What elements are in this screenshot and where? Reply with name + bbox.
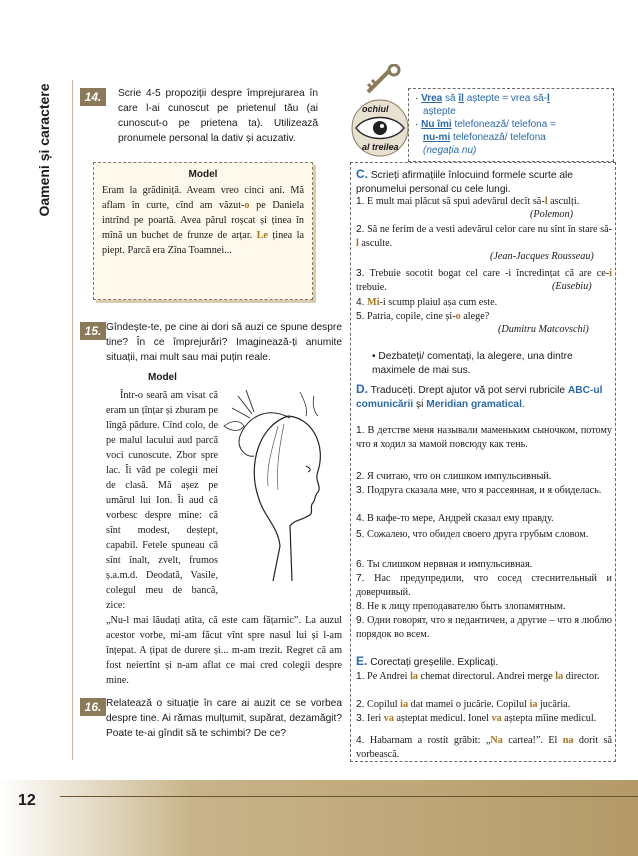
note-line-2: aștepte [423,106,456,117]
note-part: telefonează/ telefona [450,132,546,143]
item-highlight: va [491,713,502,724]
woman-profile-illustration [218,386,340,586]
item-text: chemat directorul. Andrei merge [418,671,556,682]
page-number: 12 [18,792,36,809]
item-number: 4. [356,513,365,524]
model-text-part: pe Daniela intrînd pe poartă. Avea părul roșcat și ținea în mînă un buchet de frunze de arțar. [102,200,304,241]
item-text: В кафе-то мере, Андрей сказал ему правду. [367,513,554,524]
item-highlight: i [609,268,612,279]
exercise-15-text: Gîndește-te, pe cine ai dori să auzi ce spune despre tine? În ce împrejurări? Imaginează-ți anumite situații, mai mult sau mai puțin reale. [106,322,342,363]
item-highlight: l [544,196,548,207]
item-text: director. [563,671,600,682]
item-highlight: va [383,713,394,724]
item-text: asculte. [358,238,393,249]
item-text: Ieri [367,713,384,724]
item-number: 5. [356,311,365,322]
section-c-item-5 [356,310,612,324]
note-line-5: (negația nu) [423,145,477,156]
section-d-rubric-1: ABC-ul comunicării [356,385,603,410]
footer-rule [60,796,638,797]
item-highlight: l [356,238,359,249]
section-c-item-1 [356,195,612,209]
note-part: nu-mi [423,132,451,143]
item-text: alege? [460,311,490,322]
side-chapter-title-text: Oameni și caractere [36,83,52,217]
item-text: dorit să vorbească. [356,735,612,760]
exercise-14-model-text [102,183,304,258]
item-text: Pe Andrei [367,671,411,682]
item-highlight: ia [400,699,409,710]
item-text: aștepta mîine medicul. [501,713,597,724]
section-c-author-5: (Dumitru Matcovschi) [498,324,589,335]
item-text: Одни говорят, что я педантичен, а другие – что я люблю порядок во всем. [356,615,613,640]
item-number: 1. [356,196,365,207]
item-text: Să ne ferim de a vesti adevărul celor care nu sînt în stare să- [367,224,613,235]
item-text: Patria, copile, cine și- [367,311,456,322]
section-d-item-1 [356,424,612,452]
section-c-author-3: (Eusebiu) [552,281,592,292]
model-highlight: o [244,200,250,211]
note-line-3: · Nu îmi telefonează/ telefona = [415,119,556,130]
section-c-heading [356,167,612,197]
margin-divider [72,80,73,760]
section-d-item-4 [356,512,612,526]
section-c-discuss: • Dezbateți/ comentați, la alegere, una dintre maximele de mai sus. [372,351,573,376]
item-highlight: Mi [367,297,380,308]
item-number: 5. [356,529,365,540]
section-d-item-9 [356,614,612,642]
exercise-15-badge: 15. [80,322,106,340]
section-d-item-2 [356,470,612,484]
note-line-4 [415,131,607,144]
exercise-14-model-title: Model [188,169,218,180]
item-text: Подруга сказала мне, что я рассеянная, и я обиделась. [367,485,602,496]
section-e-instruction: Corectați greșelile. Explicați. [370,657,499,668]
item-highlight: la [555,671,564,682]
item-text: trebuie. [356,282,387,293]
note-line-1: · Vrea să îl aștepte = vrea să-l [415,93,550,104]
exercise-14-model-box [93,162,313,300]
item-number: 8. [356,601,365,612]
item-highlight: ia [529,699,538,710]
exercise-15-model-title: Model [148,372,177,383]
item-number: 2. [356,224,365,235]
item-number: 4. [356,735,365,746]
item-number: 2. [356,699,365,710]
section-d-item-6 [356,558,612,572]
item-number: 3. [356,713,365,724]
exercise-15-story-top: Într-o seară am visat că eram un țînțar și zburam pe lîngă pădure. Cînd colo, de pe malul lacului aud parcă voci cunoscute. Zbor spre lac. Îi văd pe colegii mei de clasă. Mă așez pe umărul lui Ion. Îi aud că vorbesc despre mine: că sînt modest, deștept, capabil. Fetele spuneau că sînt înalt, zvelt, frumos ș.a.m.d. Deodată, Vasile, colegul meu de bancă, zice: [106,390,218,611]
section-e-item-1 [356,670,612,684]
item-text: Copilul [367,699,401,710]
item-text: Нас предупредили, что сосед стеснительный и доверчивый. [356,573,612,598]
section-d-rubric-2: Meridian gramatical [426,399,522,410]
footer-band [0,780,638,856]
item-number: 4. [356,297,365,308]
item-text: -i scump plaiul așa cum este. [379,297,498,308]
exercise-14-text: Scrie 4-5 propoziții despre împrejurarea în care l-ai cunoscut pe prietenul tău (ai cunoscut-o pe prietena ta). Utilizează pronumele personal la dativ și acuzativ. [118,88,318,144]
item-highlight: la [410,671,418,682]
item-number: 3. [356,268,365,279]
note-part: îl [458,93,464,104]
item-text: E mult mai plăcut să spui adevărul decît să- [367,196,545,207]
item-text: Сожалею, что обидел своего друга грубым словом. [367,529,589,540]
emblem-label-bottom: al treilea [362,142,399,152]
section-c-item-2 [356,223,612,251]
section-e-heading [356,654,612,670]
section-e-item-2 [356,698,612,712]
section-d-item-3 [356,484,612,498]
item-text: Я считаю, что он слишком импульсивный. [367,471,552,482]
section-e-letter: E. [356,654,368,668]
section-d-item-7 [356,572,612,600]
section-c-author-2: (Jean-Jacques Rousseau) [490,251,594,262]
exercise-16-text: Relatează o situație în care ai auzit ce se vorbea despre tine. Ai rămas mulțumit, supărat, dezamăgit? Poate te-ai gîndit să te schimbi? De ce? [106,698,342,739]
model-highlight: Le [256,230,268,241]
section-d-instruction: și [413,399,427,410]
model-text-part: ținea la piept. Parcă era Zîna Toamnei... [102,230,304,256]
grammar-note-box [408,88,614,162]
item-text: Trebuie socotit bogat cel care -i încredințat că are ce- [369,268,610,279]
section-d-instruction: . [521,399,525,410]
item-highlight: Na [490,735,503,746]
section-d-instruction: Traduceți. Drept ajutor vă pot servi rubricile [370,385,568,396]
item-number: 9. [356,615,365,626]
exercise-15-story-bottom: „Nu-l mai lăudați atîta, că este cam fățarnic”. La auzul acestor vorbe, mi-am făcut vînt spre nasul lui și l-am înțepat. A țipat de durere și... m-am trezit. Regret că am fost neiertînt și n-am aflat ce mai cred colegii despre mine. [106,615,342,686]
item-number: 6. [356,559,365,570]
section-c-item-4 [356,296,612,310]
section-c-instruction: Scrieți afirmațiile înlocuind formele scurte ale pronumelui personal cu cele lungi. [356,170,573,195]
item-number: 7. [356,573,365,584]
note-part: l [547,93,550,104]
note-part: să [442,93,459,104]
side-chapter-title [24,60,64,240]
item-text: așteptat medicul. Ionel [393,713,492,724]
item-number: 1. [356,671,365,682]
item-text: Не к лицу преподавателю быть злопамятным. [367,601,566,612]
item-text: Habarnam a rostit grăbit: „ [369,735,491,746]
item-highlight: na [562,735,574,746]
item-text: Ты слишком нервная и импульсивная. [367,559,533,570]
section-e-item-3 [356,712,612,726]
exercise-14-badge: 14. [80,88,106,106]
item-number: 3. [356,485,365,496]
exercise-16-badge: 16. [80,698,106,716]
item-number: 1. [356,425,365,436]
item-text: В детстве меня называли маменьким сыночком, потому что я ходил за мамой повсюду как тень. [356,425,612,450]
section-d-item-8 [356,600,612,614]
note-part: Nu îmi [421,119,452,130]
section-e-item-4 [356,734,612,762]
section-c-letter: C. [356,167,368,181]
model-text-part: Eram la grădiniță. Aveam vreo cinci ani. Mă aflam în curte, cînd am văzut- [102,185,304,211]
item-text: asculți. [547,196,580,207]
section-c-author-1: (Polemon) [530,209,573,220]
section-d-item-5 [356,528,612,542]
section-d-heading [356,382,612,412]
note-part: aștepte = vrea să- [463,93,548,104]
note-part: Vrea [421,93,443,104]
item-text: dat mamei o jucărie. Copilul [408,699,530,710]
item-text: cartea!”. El [502,735,563,746]
note-part: telefonează/ telefona = [451,119,556,130]
item-highlight: o [455,311,461,322]
item-text: jucăria. [537,699,571,710]
item-number: 2. [356,471,365,482]
section-d-letter: D. [356,382,368,396]
emblem-label-top: ochiul [362,104,389,114]
